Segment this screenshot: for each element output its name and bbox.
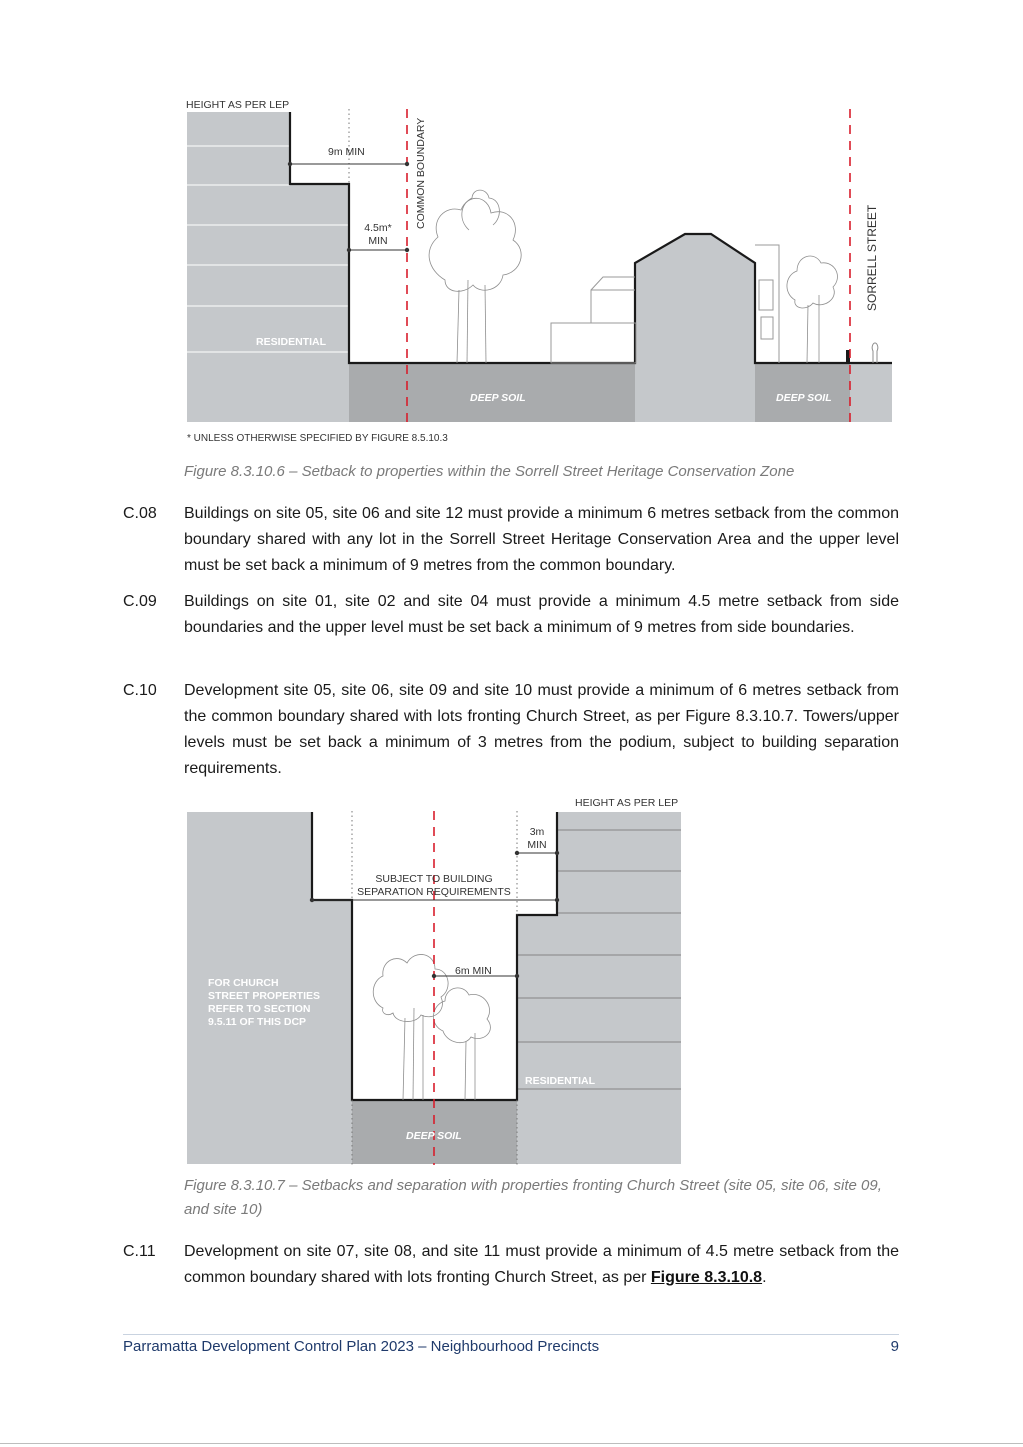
page-bottom-edge <box>0 1443 1023 1444</box>
figure-sorrell-setback <box>183 95 895 447</box>
label-residential: RESIDENTIAL <box>525 1075 596 1087</box>
clause-id: C.08 <box>123 505 157 522</box>
footer-page-number: 9 <box>890 1338 899 1355</box>
figure-reference-link[interactable]: Figure 8.3.10.8 <box>650 1269 763 1286</box>
label-church-line1: FOR CHURCH <box>208 977 279 989</box>
church-street-podium <box>313 900 352 1164</box>
clause-tail: . <box>762 1269 767 1286</box>
residential-tower-block <box>187 112 290 422</box>
label-common-boundary: COMMON BOUNDARY <box>415 117 427 229</box>
label-deep-soil-a: DEEP SOIL <box>470 392 526 404</box>
figure-note: * UNLESS OTHERWISE SPECIFIED BY FIGURE 8.5.10.3 <box>187 433 448 444</box>
clause-id: C.11 <box>123 1243 156 1260</box>
pedestrian-icon <box>872 343 878 363</box>
label-sorrell-street: SORRELL STREET <box>865 204 879 311</box>
label-residential: RESIDENTIAL <box>256 336 327 348</box>
clause-text: Buildings on site 01, site 02 and site 04 must provide a minimum 4.5 metre setback from side boundaries and the upper level must be set back a minimum of 9 metres from side boundaries. <box>184 593 899 636</box>
clause-c09 <box>123 589 899 641</box>
residential-tower <box>557 812 681 1164</box>
clause-body: Development on site 07, site 08, and site 11 must provide a minimum of 4.5 metre setback from the common boundary shared with lots fronting Church Street, as per <box>184 1243 899 1286</box>
label-separation-line2: SEPARATION REQUIREMENTS <box>357 886 511 898</box>
clause-id: C.10 <box>123 682 157 699</box>
figure-church-diagram <box>183 793 685 1167</box>
label-3m-line1: 3m <box>529 826 545 838</box>
footer-document-title: Parramatta Development Control Plan 2023 – Neighbourhood Precincts <box>123 1338 600 1355</box>
heritage-house <box>635 234 755 422</box>
label-deep-soil-b: DEEP SOIL <box>776 392 832 404</box>
label-height-lep: HEIGHT AS PER LEP <box>186 99 290 111</box>
clause-c08 <box>123 501 899 579</box>
label-deep-soil: DEEP SOIL <box>406 1130 462 1142</box>
figure-sorrell-diagram <box>183 95 895 447</box>
figure2-caption: Figure 8.3.10.7 – Setbacks and separation with properties fronting Church Street (site 05, site 06, site 09, and site 10) <box>184 1177 882 1218</box>
label-9m-min: 9m MIN <box>328 146 365 158</box>
footer-divider <box>123 1334 899 1335</box>
figure-church-street-setback <box>183 793 685 1167</box>
residential-podium <box>517 915 557 1164</box>
figure1-caption: Figure 8.3.10.6 – Setback to properties within the Sorrell Street Heritage Conservation Zone <box>184 463 795 480</box>
clause-c10 <box>123 678 899 782</box>
label-church-line3: REFER TO SECTION <box>208 1003 311 1015</box>
clause-text: Development site 05, site 06, site 09 and site 10 must provide a minimum of 6 metres setback from the common boundary shared with lots fronting Church Street, as per Figure 8.3.10.7. Towers/upper levels must be set back a minimum of 3 metres from the podium, subject to building separation requirements. <box>184 682 899 777</box>
label-church-line4: 9.5.11 OF THIS DCP <box>208 1016 307 1028</box>
label-6m-min: 6m MIN <box>455 965 492 977</box>
residential-podium-block <box>290 184 349 422</box>
label-45m-line2: MIN <box>368 235 388 247</box>
clause-c11 <box>123 1239 899 1291</box>
label-church-line2: STREET PROPERTIES <box>208 990 321 1002</box>
label-height-lep: HEIGHT AS PER LEP <box>575 797 679 809</box>
clause-text <box>184 1239 899 1291</box>
clause-text: Buildings on site 05, site 06 and site 12 must provide a minimum 6 metres setback from the common boundary shared with any lot in the Sorrell Street Heritage Conservation Area and the upper level must be set back a minimum of 9 metres from the common boundary. <box>184 505 899 574</box>
label-3m-line2: MIN <box>527 839 547 851</box>
label-45m-line1: 4.5m* <box>364 222 392 234</box>
clause-id: C.09 <box>123 593 157 610</box>
label-separation-line1: SUBJECT TO BUILDING <box>375 873 493 885</box>
